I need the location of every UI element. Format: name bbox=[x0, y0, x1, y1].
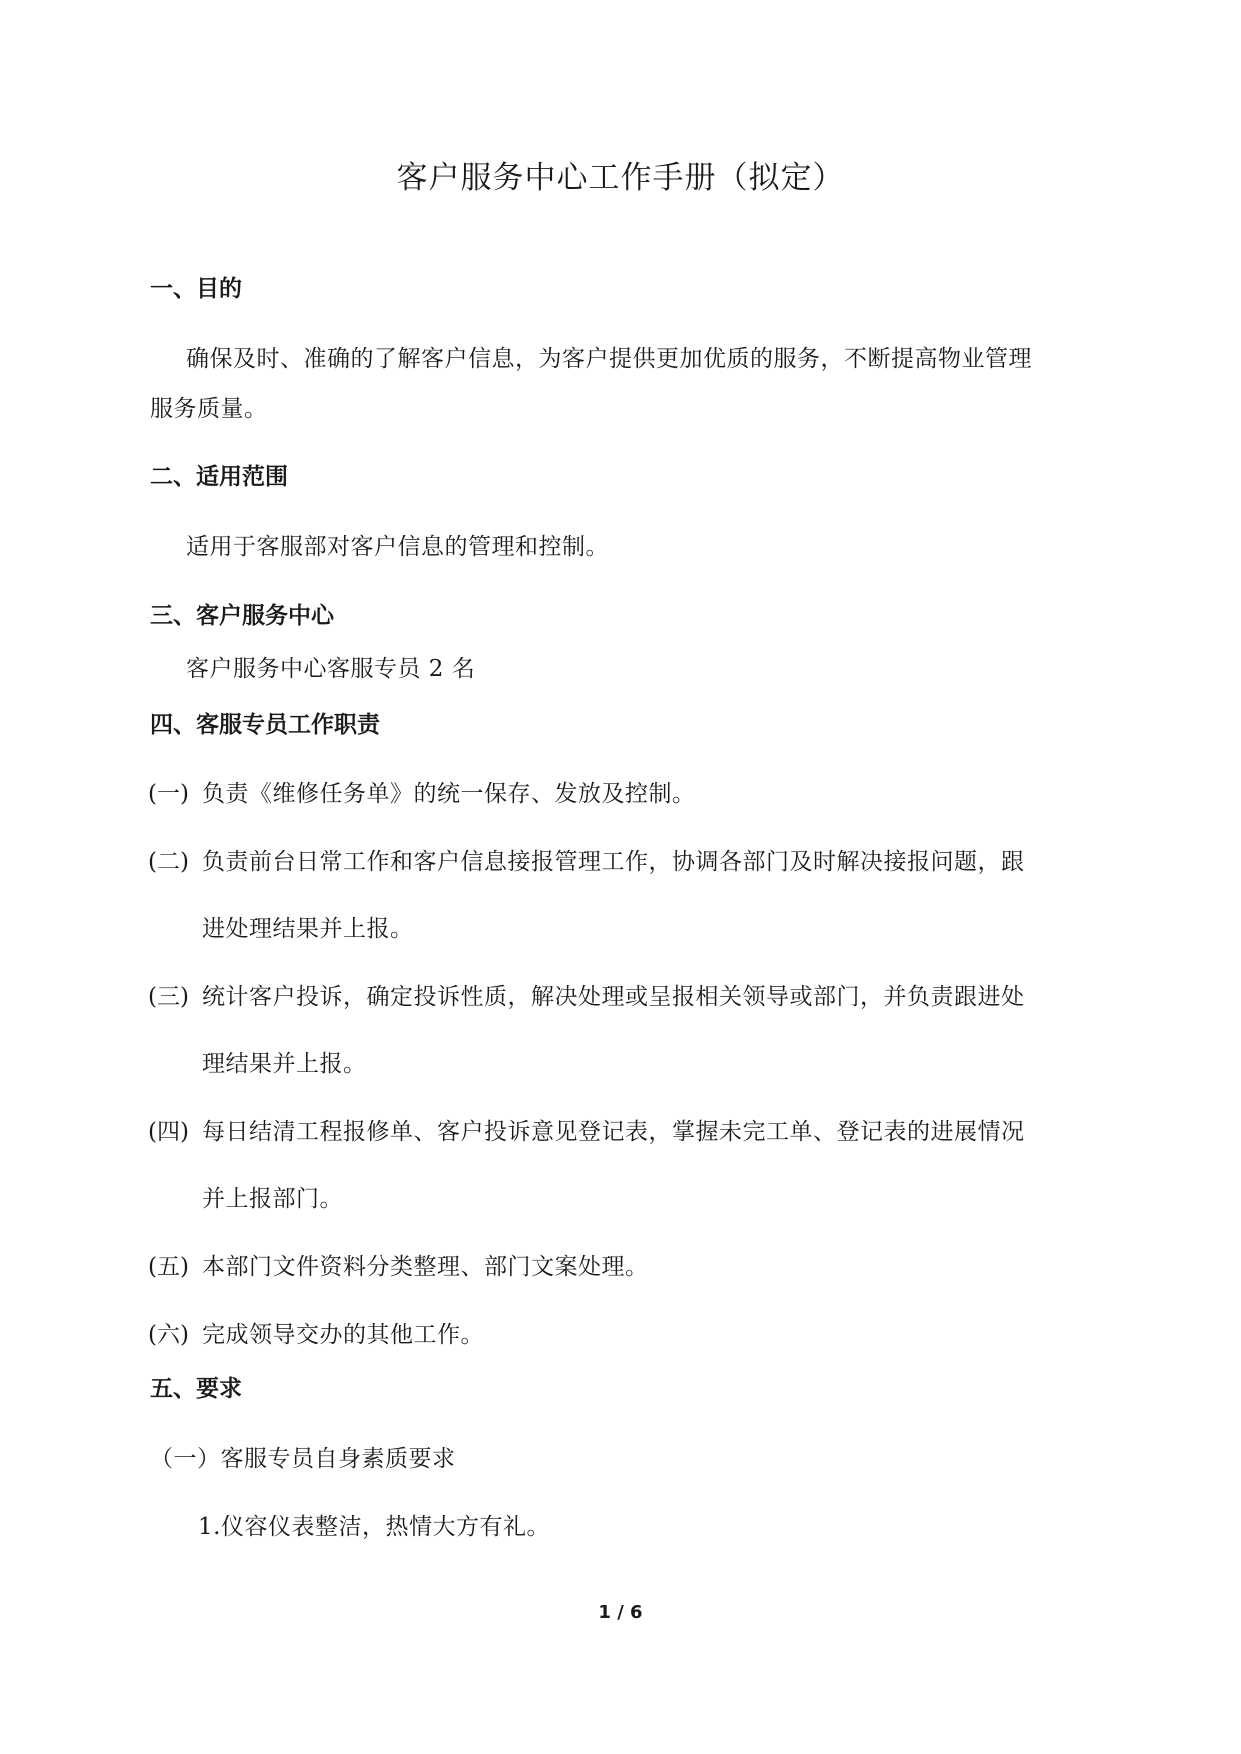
scope-paragraph: 适用于客服部对客户信息的管理和控制。 bbox=[186, 534, 609, 560]
duty-item-text-continuation: 理结果并上报。 bbox=[202, 1051, 367, 1077]
page-number: 1 / 6 bbox=[598, 1602, 643, 1623]
document-title: 客户服务中心工作手册（拟定） bbox=[396, 160, 845, 196]
section-heading-service-center: 三、客户服务中心 bbox=[150, 603, 334, 629]
duty-item-number: (三) bbox=[148, 984, 189, 1010]
duty-item-number: (一) bbox=[148, 781, 189, 807]
duty-item-number: (六) bbox=[148, 1322, 189, 1348]
duty-item-text: 负责《维修任务单》的统一保存、发放及控制。 bbox=[202, 781, 696, 807]
service-center-paragraph: 客户服务中心客服专员 2 名 bbox=[186, 656, 476, 682]
duty-item-text: 本部门文件资料分类整理、部门文案处理。 bbox=[202, 1254, 649, 1280]
purpose-paragraph-line2: 服务质量。 bbox=[150, 396, 268, 422]
duty-item-text: 统计客户投诉，确定投诉性质，解决处理或呈报相关领导或部门，并负责跟进处 bbox=[202, 984, 1025, 1010]
duty-item-number: (四) bbox=[148, 1119, 189, 1145]
duty-item-text: 完成领导交办的其他工作。 bbox=[202, 1322, 484, 1348]
requirements-item: 1.仪容仪表整洁，热情大方有礼。 bbox=[198, 1514, 550, 1540]
duty-item-text: 每日结清工程报修单、客户投诉意见登记表，掌握未完工单、登记表的进展情况 bbox=[202, 1119, 1025, 1145]
duty-item-text: 负责前台日常工作和客户信息接报管理工作，协调各部门及时解决接报问题，跟 bbox=[202, 849, 1025, 875]
duty-item-text-continuation: 进处理结果并上报。 bbox=[202, 916, 414, 942]
duty-item-number: (五) bbox=[148, 1254, 189, 1280]
section-heading-requirements: 五、要求 bbox=[150, 1376, 242, 1402]
purpose-paragraph-line1: 确保及时、准确的了解客户信息，为客户提供更加优质的服务，不断提高物业管理 bbox=[186, 346, 1032, 372]
section-heading-duties: 四、客服专员工作职责 bbox=[150, 712, 380, 738]
duty-item-number: (二) bbox=[148, 849, 189, 875]
requirements-subheading: （一）客服专员自身素质要求 bbox=[150, 1446, 456, 1472]
section-heading-scope: 二、适用范围 bbox=[150, 464, 288, 490]
section-heading-purpose: 一、目的 bbox=[150, 276, 242, 302]
duty-item-text-continuation: 并上报部门。 bbox=[202, 1186, 343, 1212]
